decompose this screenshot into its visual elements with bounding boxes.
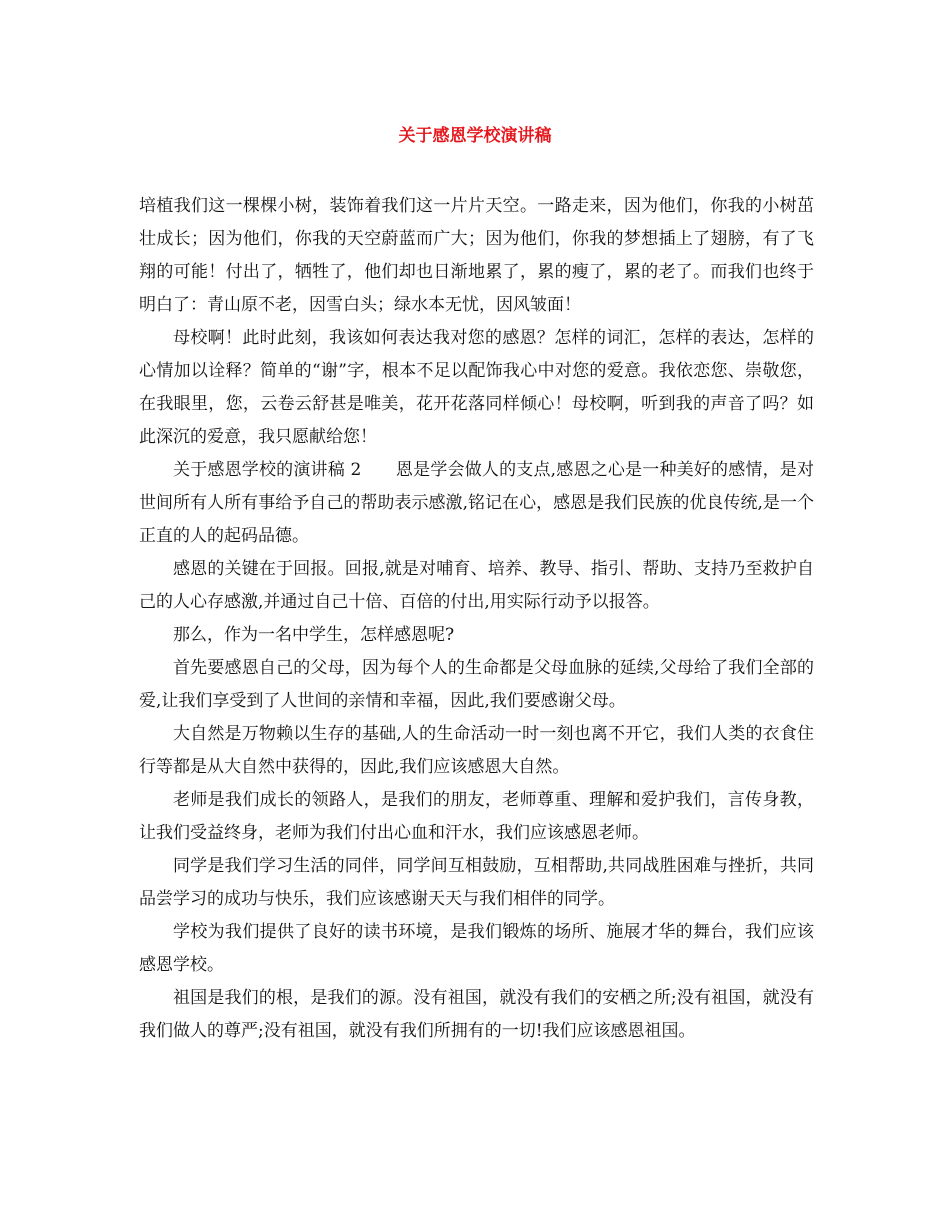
paragraph-6: 首先要感恩自己的父母，因为每个人的生命都是父母血脉的延续,父母给了我们全部的爱,让我们享受到了人世间的亲情和幸福，因此,我们要感谢父母。 [139,658,814,711]
paragraph-4: 感恩的关键在于回报。回报,就是对哺育、培养、教导、指引、帮助、支持乃至救护自己的人心存感激,并通过自己十倍、百倍的付出,用实际行动予以报答。 [139,559,814,612]
paragraph-7: 大自然是万物赖以生存的基础,人的生命活动一时一刻也离不开它，我们人类的衣食住行等都是从大自然中获得的，因此,我们应该感恩大自然。 [139,724,814,777]
paragraph-10: 学校为我们提供了良好的读书环境，是我们锻炼的场所、施展才华的舞台，我们应该感恩学校。 [139,922,814,975]
paragraph-5: 那么，作为一名中学生，怎样感恩呢? [173,625,455,645]
paragraph-9: 同学是我们学习生活的同伴，同学间互相鼓励，互相帮助,共同战胜困难与挫折，共同品尝学习的成功与快乐，我们应该感谢天天与我们相伴的同学。 [139,856,814,909]
paragraph-11: 祖国是我们的根，是我们的源。没有祖国，就没有我们的安栖之所;没有祖国，就没有我们做人的尊严;没有祖国，就没有我们所拥有的一切!我们应该感恩祖国。 [139,988,814,1041]
paragraph-2: 母校啊！此时此刻，我该如何表达我对您的感恩？怎样的词汇，怎样的表达，怎样的心情加以诠释？简单的“谢”字，根本不足以配饰我心中对您的爱意。我依恋您、崇敬您，在我眼里，您，云卷云舒甚是唯美，花开花落同样倾心！母校啊，听到我的声音了吗？如此深沉的爱意，我只愿献给您！ [139,328,814,447]
paragraph-1: 培植我们这一棵棵小树，装饰着我们这一片片天空。一路走来，因为他们，你我的小树茁壮成长；因为他们，你我的天空蔚蓝而广大；因为他们，你我的梦想插上了翅膀，有了飞翔的可能！付出了，牺牲了，他们却也日渐地累了，累的瘦了，累的老了。而我们也终于明白了：青山原不老，因雪白头；绿水本无忧，因风皱面！ [139,196,814,315]
page-title: 关于感恩学校演讲稿 [398,126,552,146]
paragraph-8: 老师是我们成长的领路人，是我们的朋友，老师尊重、理解和爱护我们，言传身教，让我们受益终身，老师为我们付出心血和汗水，我们应该感恩老师。 [139,790,814,843]
paragraph-3: 关于感恩学校的演讲稿 2 恩是学会做人的支点,感恩之心是一种美好的感情，是对世间所有人所有事给予自己的帮助表示感激,铭记在心，感恩是我们民族的优良传统,是一个正直的人的起码品德。 [139,460,814,546]
document-body [139,190,814,1048]
